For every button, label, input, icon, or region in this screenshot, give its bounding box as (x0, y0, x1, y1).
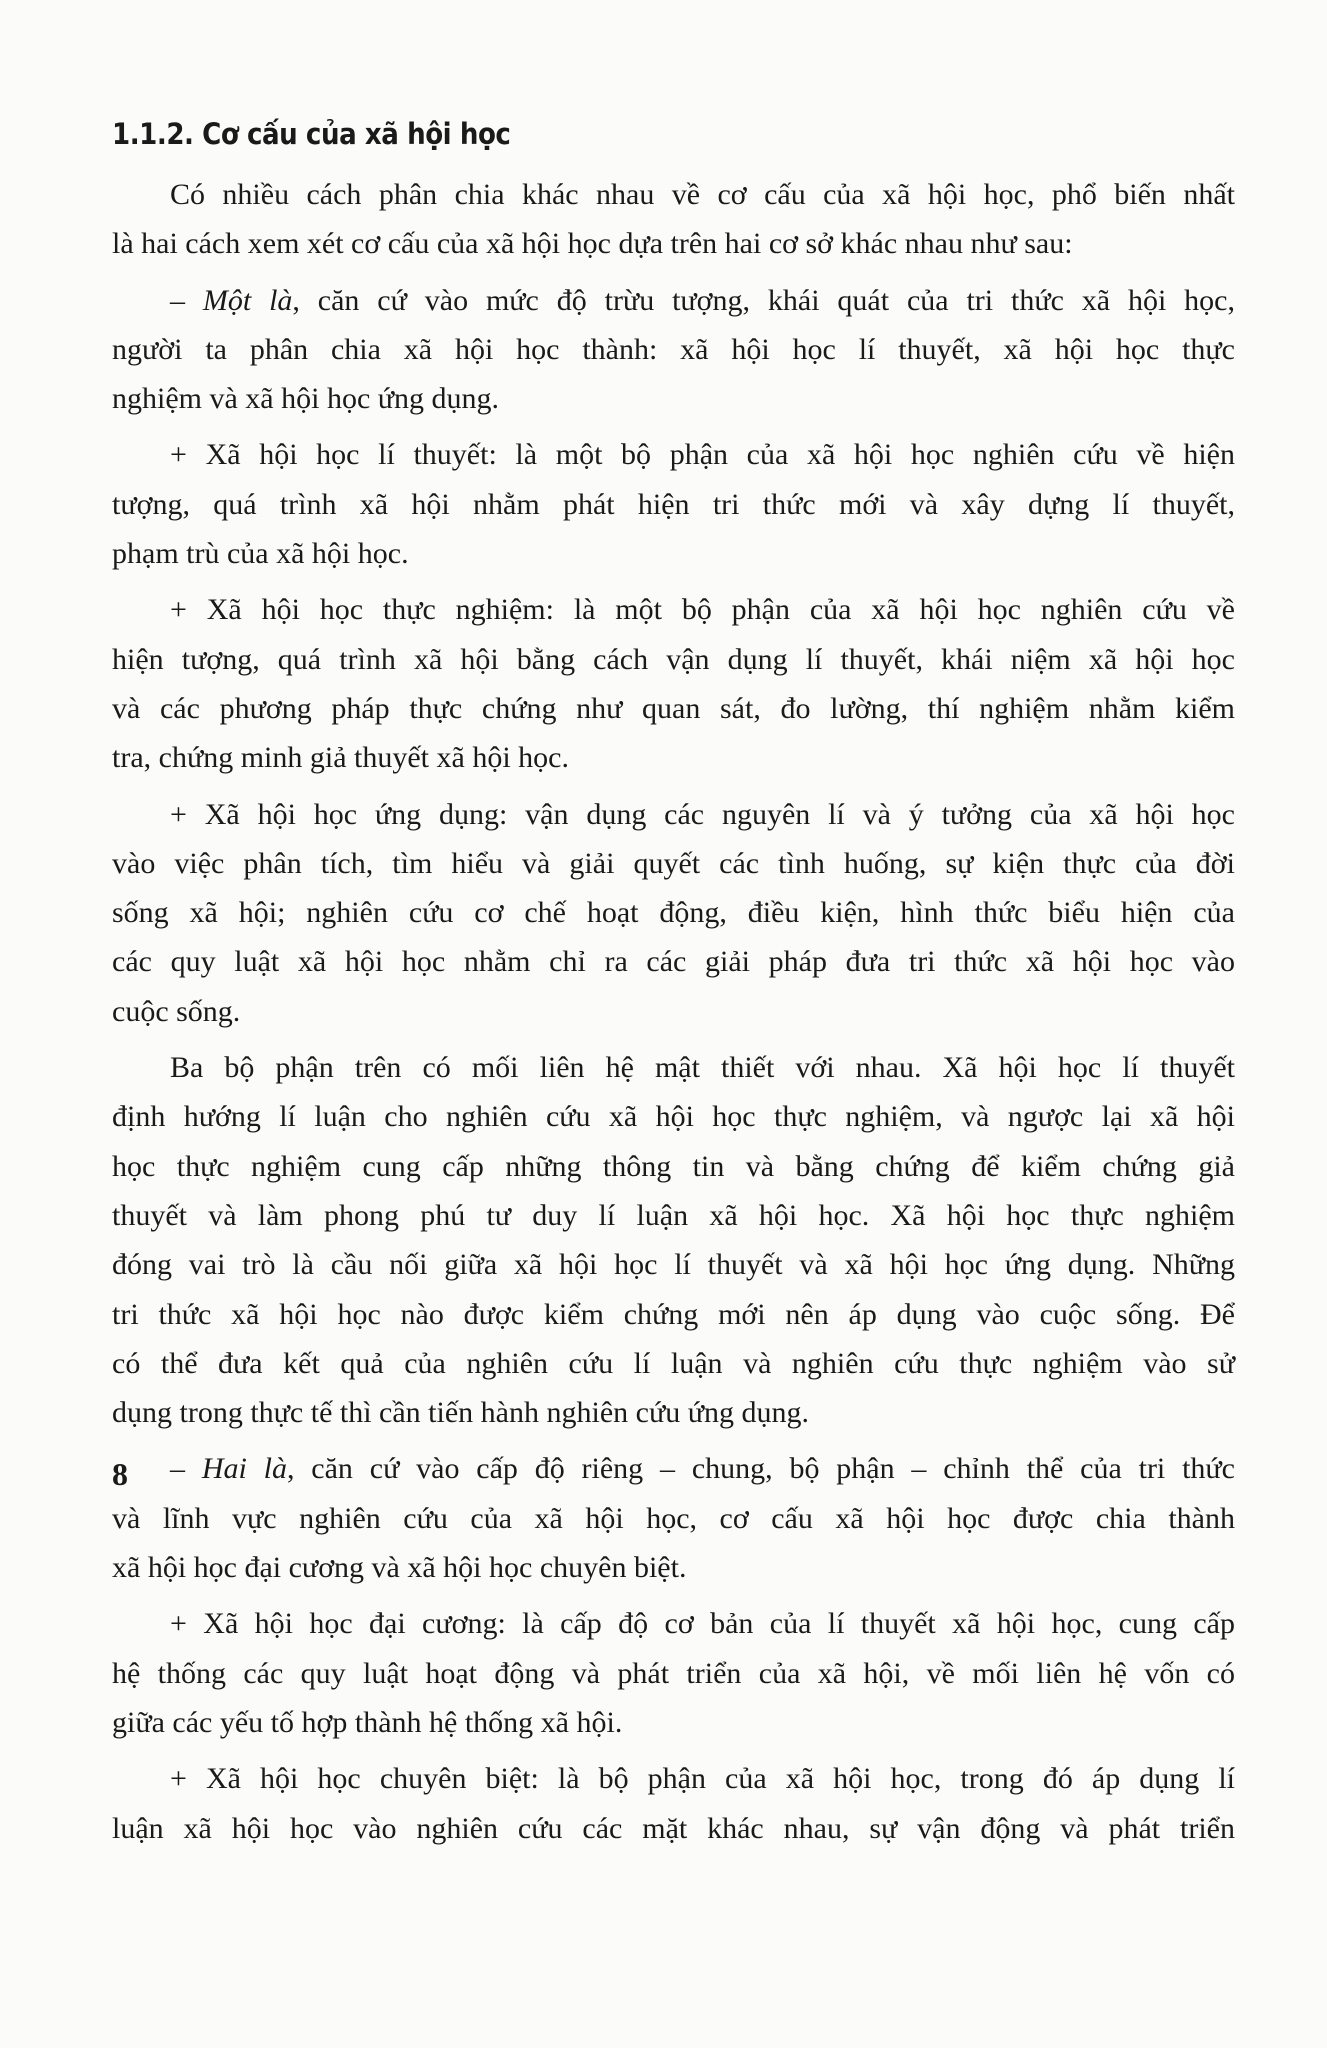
text-line (112, 888, 1235, 937)
text-line (112, 1494, 1235, 1543)
lead-dash: – (170, 1452, 202, 1486)
text-line (112, 1240, 1235, 1289)
paragraph (112, 170, 1235, 269)
paragraph (112, 1754, 1235, 1853)
line-text: dụng trong thực tế thì cần tiến hành nghiên cứu ứng dụng. (112, 1396, 809, 1430)
body-text (112, 170, 1235, 1853)
line-text: giữa các yếu tố hợp thành hệ thống xã hội. (112, 1705, 623, 1739)
text-line (112, 325, 1235, 374)
text-line (112, 1649, 1235, 1698)
text-line (112, 1543, 1235, 1592)
paragraph (112, 1599, 1235, 1747)
text-line (112, 1142, 1235, 1191)
line-text: tượng, quá trình xã hội nhằm phát hiện tri thức mới và xây dựng lí thuyết, (112, 487, 1235, 521)
text-line (112, 1599, 1235, 1648)
line-text: là hai cách xem xét cơ cấu của xã hội học dựa trên hai cơ sở khác nhau như sau: (112, 227, 1073, 261)
line-text: thuyết và làm phong phú tư duy lí luận xã hội học. Xã hội học thực nghiệm (112, 1198, 1235, 1232)
text-line (112, 1290, 1235, 1339)
text-line (112, 170, 1235, 219)
paragraph (112, 1043, 1235, 1437)
text-line (112, 1388, 1235, 1437)
line-text: + Xã hội học chuyên biệt: là bộ phận của xã hội học, trong đó áp dụng lí (170, 1762, 1235, 1796)
text-line (112, 1444, 1235, 1493)
line-text: học thực nghiệm cung cấp những thông tin và bằng chứng để kiểm chứng giả (112, 1149, 1235, 1183)
section-heading: 1.1.2. Cơ cấu của xã hội học (112, 117, 511, 151)
paragraph (112, 585, 1235, 782)
text-line (112, 1754, 1235, 1803)
line-text: và lĩnh vực nghiên cứu của xã hội học, cơ cấu xã hội học được chia thành (112, 1501, 1235, 1535)
text-line (112, 1092, 1235, 1141)
line-text: nghiệm và xã hội học ứng dụng. (112, 382, 500, 416)
page-number: 8 (112, 1456, 128, 1492)
line-text: hiện tượng, quá trình xã hội bằng cách vận dụng lí thuyết, khái niệm xã hội học (112, 642, 1235, 676)
line-text: Ba bộ phận trên có mối liên hệ mật thiết với nhau. Xã hội học lí thuyết (170, 1051, 1235, 1085)
lead-emphasis: Một là (202, 283, 293, 317)
paragraph (112, 790, 1235, 1036)
lead-dash: – (170, 283, 203, 317)
line-text: tra, chứng minh giả thuyết xã hội học. (112, 741, 569, 775)
line-text: + Xã hội học thực nghiệm: là một bộ phận của xã hội học nghiên cứu về (170, 593, 1235, 627)
line-text: và các phương pháp thực chứng như quan sát, đo lường, thí nghiệm nhằm kiểm (112, 691, 1235, 725)
text-line (112, 790, 1235, 839)
text-line (112, 684, 1235, 733)
text-line (112, 430, 1235, 479)
line-text: người ta phân chia xã hội học thành: xã hội học lí thuyết, xã hội học thực (112, 332, 1235, 366)
text-line (112, 1043, 1235, 1092)
paragraph (112, 276, 1235, 424)
text-line (112, 374, 1235, 423)
lead-emphasis: Hai là (201, 1452, 287, 1486)
line-text: sống xã hội; nghiên cứu cơ chế hoạt động, điều kiện, hình thức biểu hiện của (112, 896, 1235, 930)
line-text: tri thức xã hội học nào được kiểm chứng mới nên áp dụng vào cuộc sống. Để (112, 1297, 1235, 1331)
paragraph (112, 1444, 1235, 1592)
text-line (112, 1339, 1235, 1388)
line-text: có thể đưa kết quả của nghiên cứu lí luận và nghiên cứu thực nghiệm vào sử (112, 1346, 1235, 1380)
text-line (112, 1191, 1235, 1240)
text-line (112, 733, 1235, 782)
line-text: hệ thống các quy luật hoạt động và phát triển của xã hội, về mối liên hệ vốn có (112, 1656, 1235, 1690)
text-line (112, 219, 1235, 268)
line-text: đóng vai trò là cầu nối giữa xã hội học lí thuyết và xã hội học ứng dụng. Những (112, 1248, 1235, 1282)
line-text: , căn cứ vào cấp độ riêng – chung, bộ phận – chỉnh thể của tri thức (286, 1452, 1235, 1486)
line-text: định hướng lí luận cho nghiên cứu xã hội học thực nghiệm, và ngược lại xã hội (112, 1100, 1235, 1134)
line-text: + Xã hội học đại cương: là cấp độ cơ bản của lí thuyết xã hội học, cung cấp (170, 1607, 1235, 1641)
text-line (112, 937, 1235, 986)
line-text: các quy luật xã hội học nhằm chỉ ra các giải pháp đưa tri thức xã hội học vào (112, 945, 1235, 979)
line-text: Có nhiều cách phân chia khác nhau về cơ cấu của xã hội học, phổ biến nhất (170, 178, 1235, 211)
line-text: luận xã hội học vào nghiên cứu các mặt khác nhau, sự vận động và phát triển (112, 1811, 1235, 1845)
line-text: xã hội học đại cương và xã hội học chuyên biệt. (112, 1551, 687, 1585)
line-text: + Xã hội học ứng dụng: vận dụng các nguyên lí và ý tưởng của xã hội học (170, 797, 1235, 831)
line-text: cuộc sống. (112, 994, 241, 1028)
text-line (112, 987, 1235, 1036)
text-line (112, 480, 1235, 529)
text-line (112, 529, 1235, 578)
line-text: , căn cứ vào mức độ trừu tượng, khái quát của tri thức xã hội học, (292, 283, 1235, 317)
paragraph (112, 430, 1235, 578)
text-line (112, 585, 1235, 634)
line-text: + Xã hội học lí thuyết: là một bộ phận của xã hội học nghiên cứu về hiện (170, 438, 1235, 472)
text-line (112, 839, 1235, 888)
line-text: vào việc phân tích, tìm hiểu và giải quyết các tình huống, sự kiện thực của đời (112, 846, 1235, 880)
text-line (112, 1698, 1235, 1747)
text-line (112, 1804, 1235, 1853)
text-line (112, 276, 1235, 325)
text-line (112, 635, 1235, 684)
line-text: phạm trù của xã hội học. (112, 537, 409, 571)
page-body (112, 112, 1235, 1860)
